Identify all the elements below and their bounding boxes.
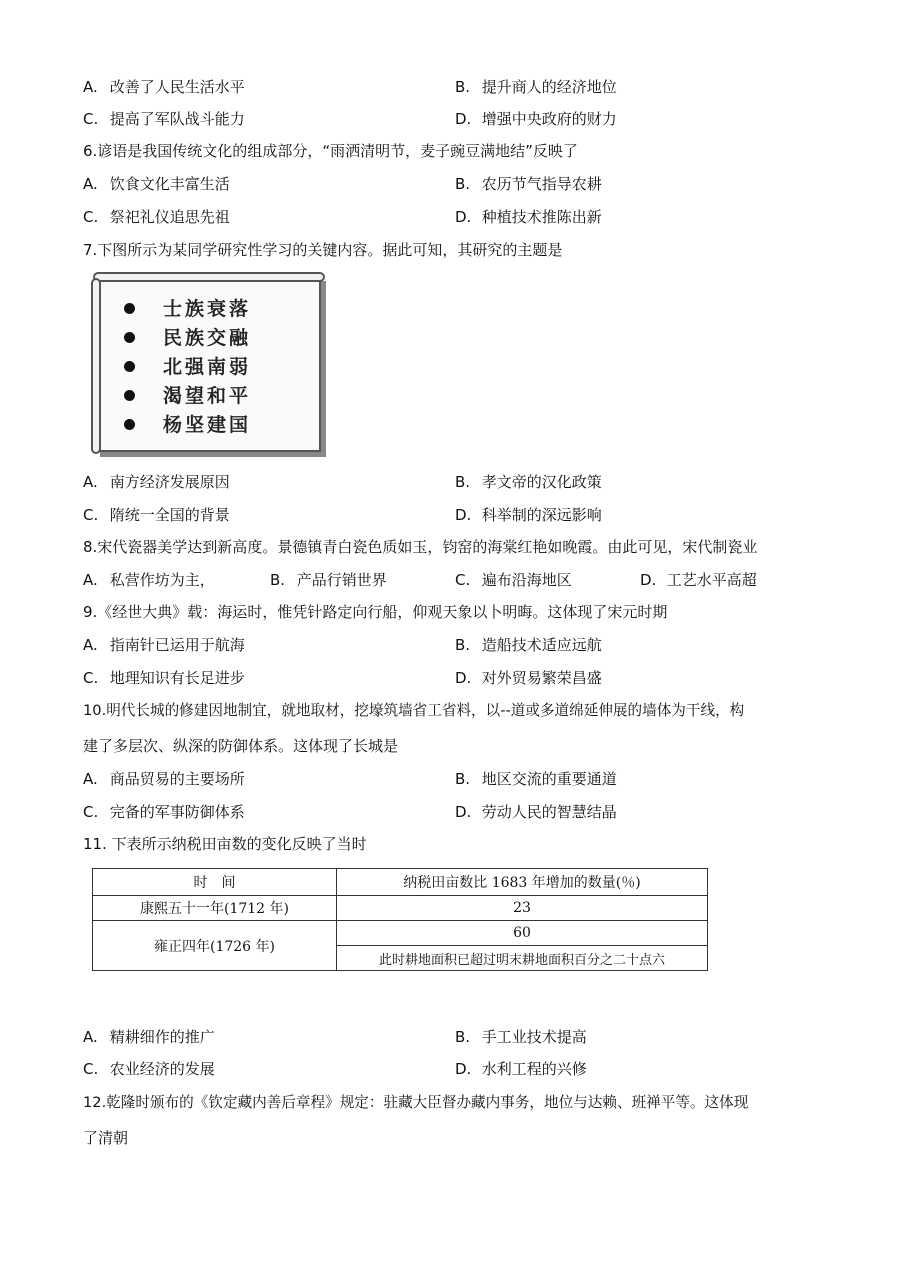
scroll-roll-left [91,278,101,454]
q8-option-d: D. 工艺水平高超 [640,571,757,589]
q6-stem: 6.谚语是我国传统文化的组成部分，“雨洒清明节，麦子豌豆满地结”反映了 [83,142,578,160]
q9-option-a: A. 指南针已运用于航海 [83,636,245,654]
q6-option-a: A. 饮食文化丰富生活 [83,175,230,193]
q9-option-c: C. 地理知识有长足进步 [83,669,245,687]
table-row [93,896,708,921]
q7-option-c: C. 隋统一全国的背景 [83,506,230,524]
q5-option-c: C. 提高了军队战斗能力 [83,110,245,128]
q8-option-b: B. 产品行销世界 [270,571,387,589]
table-cell-value: 23 [337,896,708,921]
q7-scroll-figure [95,276,321,452]
table-row [93,921,708,946]
q11-option-c: C. 农业经济的发展 [83,1060,215,1078]
q7-option-a: A. 南方经济发展原因 [83,473,230,491]
q6-option-b: B. 农历节气指导农耕 [455,175,602,193]
q10-stem-line1: 10.明代长城的修建因地制宜，就地取材，挖壕筑墙省工省料，以--道或多道绵延伸展的墙体为干线，构 [83,702,745,719]
q8-stem: 8.宋代瓷器美学达到新高度。景德镇青白瓷色质如玉，钧窑的海棠红艳如晚霞。由此可见，宋代制瓷业 [83,538,758,556]
q8-option-a: A. 私营作坊为主， [83,571,215,589]
scroll-item: 渴望和平 [163,385,252,407]
q11-option-a: A. 精耕细作的推广 [83,1028,215,1046]
table-header-row [93,869,708,896]
q10-option-d: D. 劳动人民的智慧结晶 [455,803,617,821]
bullet-dot [124,332,135,343]
q10-option-c: C. 完备的军事防御体系 [83,803,245,821]
q9-option-d: D. 对外贸易繁荣昌盛 [455,669,602,687]
table-header-value: 纳税田亩数比 1683 年增加的数量(％) [337,869,708,896]
q11-tax-table [92,868,708,971]
q10-option-a: A. 商品贸易的主要场所 [83,770,245,788]
scroll-item: 北强南弱 [163,356,252,378]
q5-option-b: B. 提升商人的经济地位 [455,78,617,96]
q6-option-c: C. 祭祀礼仪追思先祖 [83,208,230,226]
table-cell-time: 康熙五十一年(1712 年) [93,896,337,921]
bullet-dot [124,361,135,372]
scroll-item: 民族交融 [163,327,252,349]
q7-stem: 7.下图所示为某同学研究性学习的关键内容。据此可知，其研究的主题是 [83,241,563,259]
q12-stem-line2: 了清朝 [83,1129,129,1147]
q8-option-c: C. 遍布沿海地区 [455,571,572,589]
table-header-time: 时 间 [93,869,337,896]
q5-option-a: A. 改善了人民生活水平 [83,78,245,96]
q6-option-d: D. 种植技术推陈出新 [455,208,602,226]
scroll-item: 杨坚建国 [163,414,252,436]
table-cell-value: 60 [337,921,708,946]
scroll-item: 士族衰落 [163,298,252,320]
q9-option-b: B. 造船技术适应远航 [455,636,602,654]
q7-option-d: D. 科举制的深远影响 [455,506,602,524]
q11-stem: 11. 下表所示纳税田亩数的变化反映了当时 [83,835,367,853]
table-cell-note: 此时耕地面积已超过明末耕地面积百分之二十点六 [337,946,708,971]
q11-option-b: B. 手工业技术提高 [455,1028,587,1046]
q10-option-b: B. 地区交流的重要通道 [455,770,617,788]
bullet-dot [124,390,135,401]
q10-stem-line2: 建了多层次、纵深的防御体系。这体现了长城是 [83,737,399,755]
q7-option-b: B. 孝文帝的汉化政策 [455,473,602,491]
q9-stem: 9.《经世大典》载：海运时，惟凭针路定向行船，仰观天象以卜明晦。这体现了宋元时期 [83,603,668,621]
bullet-dot [124,419,135,430]
q11-option-d: D. 水利工程的兴修 [455,1060,587,1078]
table-cell-time: 雍正四年(1726 年) [93,921,337,971]
scroll-roll-top [93,272,325,282]
q5-option-d: D. 增强中央政府的财力 [455,110,617,128]
bullet-dot [124,303,135,314]
q12-stem-line1: 12.乾隆时颁布的《钦定藏内善后章程》规定：驻藏大臣督办藏内事务，地位与达赖、班禅平等。这体现 [83,1094,749,1111]
